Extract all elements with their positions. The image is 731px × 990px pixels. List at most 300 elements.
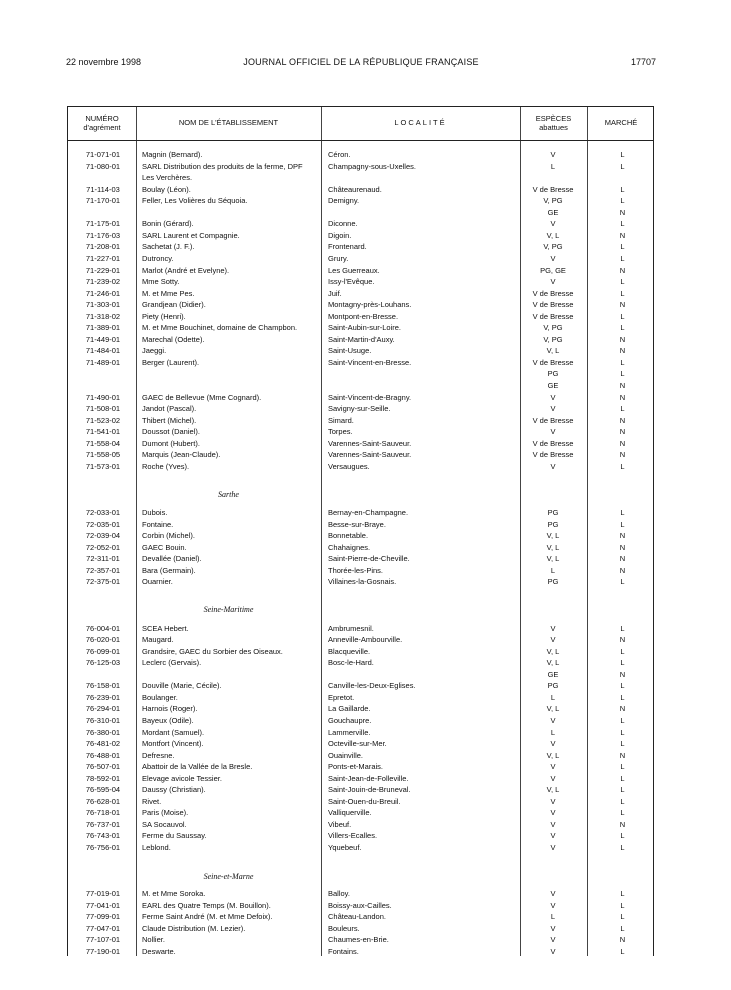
- cell-marche: L: [620, 912, 625, 922]
- table-row: [68, 438, 653, 450]
- table-row: [68, 403, 653, 415]
- cell-marche: N: [619, 565, 626, 575]
- cell-especes: V, PG: [543, 323, 563, 333]
- cell-localite: Bouleurs.: [328, 923, 360, 933]
- cell-marche: N: [619, 415, 626, 425]
- cell-marche: N: [619, 450, 626, 460]
- cell-localite: Lammerville.: [328, 727, 371, 737]
- cell-localite: Gouchaupre.: [328, 715, 372, 725]
- cell-nom: Feller, Les Volières du Séquoia.: [142, 196, 248, 206]
- cell-marche: N: [619, 635, 626, 645]
- cell-nom: Leblond.: [142, 843, 171, 852]
- cell-localite: Champagny-sous-Uxelles.: [328, 161, 416, 171]
- cell-numero: 76-756-01: [85, 843, 121, 852]
- header-journal-title: JOURNAL OFFICIEL DE LA RÉPUBLIQUE FRANÇAISE: [243, 57, 479, 67]
- cell-marche: L: [620, 762, 625, 772]
- cell-localite: Diconne.: [328, 219, 358, 229]
- table-row: [68, 195, 653, 207]
- cell-marche: N: [619, 531, 626, 541]
- cell-especes: V, L: [546, 346, 560, 356]
- cell-localite: Villers-Ecalles.: [328, 831, 378, 841]
- cell-marche: N: [619, 392, 626, 402]
- cell-localite: Saint-Usuge.: [328, 346, 372, 356]
- cell-nom: Abattoir de la Vallée de la Bresle.: [142, 762, 253, 772]
- table-row: [68, 253, 653, 265]
- cell-marche: N: [619, 669, 626, 679]
- cell-localite: Les Guerreaux.: [328, 265, 380, 275]
- cell-localite: Besse-sur-Braye.: [328, 519, 386, 529]
- cell-especes: GE: [547, 669, 559, 679]
- cell-especes: V: [550, 889, 556, 899]
- cell-localite: Chahaignes.: [328, 542, 371, 552]
- cell-marche: N: [619, 704, 626, 714]
- table-row: [68, 842, 653, 854]
- cell-marche: L: [620, 796, 625, 806]
- cell-nom: Mme Sotty.: [142, 277, 180, 287]
- cell-especes: PG: [547, 508, 559, 518]
- cell-nom: Claude Distribution (M. Lezier).: [142, 923, 246, 933]
- cell-localite: Saint-Martin-d'Auxy.: [328, 334, 395, 344]
- table-row: [68, 911, 653, 923]
- cell-numero: 71-573-01: [85, 461, 121, 471]
- table-row: [68, 218, 653, 230]
- cell-marche: N: [619, 346, 626, 356]
- table-row: [68, 507, 653, 519]
- cell-marche: L: [620, 288, 625, 298]
- cell-especes: V, PG: [543, 242, 563, 252]
- cell-numero: 72-357-01: [85, 565, 121, 575]
- cell-especes: V, L: [546, 704, 560, 714]
- cell-localite: Anneville-Ambourville.: [328, 635, 403, 645]
- cell-nom: Thibert (Michel).: [142, 415, 197, 425]
- cell-numero: 71-449-01: [85, 334, 121, 344]
- cell-especes: V de Bresse: [532, 311, 574, 321]
- table-row: [68, 900, 653, 912]
- table-row: [68, 241, 653, 253]
- cell-nom: Doussot (Daniel).: [142, 427, 200, 437]
- cell-localite: Bernay-en-Champagne.: [328, 508, 409, 518]
- cell-especes: V: [550, 843, 556, 852]
- cell-marche: L: [620, 404, 625, 414]
- cell-localite: Fontains.: [328, 946, 359, 956]
- cell-localite: Bosc-le-Hard.: [328, 658, 374, 668]
- cell-nom: Marlot (André et Evelyne).: [142, 265, 230, 275]
- cell-especes: V: [550, 831, 556, 841]
- cell-nom: Roche (Yves).: [142, 461, 190, 471]
- cell-marche: N: [619, 935, 626, 945]
- cell-nom: Deswarte.: [142, 946, 176, 956]
- cell-marche: L: [620, 831, 625, 841]
- cell-numero: 76-310-01: [85, 715, 121, 725]
- cell-nom: Jaeggi.: [142, 346, 167, 356]
- cell-nom: Nollier.: [142, 935, 165, 945]
- cell-especes: V: [550, 715, 556, 725]
- table-row: [68, 553, 653, 565]
- cell-marche: L: [620, 519, 625, 529]
- table-row: [68, 669, 653, 681]
- cell-nom: SA Socauvol.: [142, 819, 187, 829]
- cell-marche: N: [619, 334, 626, 344]
- cell-nom: GAEC Bouin.: [142, 542, 187, 552]
- cell-localite: Torpes.: [328, 427, 353, 437]
- table-row: [68, 415, 653, 427]
- cell-localite: Bonnetable.: [328, 531, 369, 541]
- cell-nom: EARL des Quatre Temps (M. Bouillon).: [142, 900, 271, 910]
- cell-numero: 72-375-01: [85, 577, 121, 587]
- table-row: [68, 807, 653, 819]
- cell-localite: Valliquerville.: [328, 808, 372, 818]
- cell-nom: Elevage avicole Tessier.: [142, 773, 222, 783]
- cell-nom: M. et Mme Pes.: [142, 288, 195, 298]
- cell-especes: V de Bresse: [532, 357, 574, 367]
- col-header-numero-line1: NUMÉRO: [85, 114, 119, 123]
- cell-especes: V: [550, 819, 556, 829]
- cell-especes: V: [550, 427, 556, 437]
- cell-numero: 71-508-01: [85, 404, 121, 414]
- table-row: [68, 161, 653, 173]
- table-row: [68, 773, 653, 785]
- cell-nom: Leclerc (Gervais).: [142, 658, 202, 668]
- table-row: [68, 565, 653, 577]
- cell-numero: 71-523-02: [85, 415, 121, 425]
- cell-especes: V de Bresse: [532, 300, 574, 310]
- cell-marche: N: [619, 300, 626, 310]
- cell-especes: V de Bresse: [532, 415, 574, 425]
- cell-localite: La Gaillarde.: [328, 704, 371, 714]
- cell-numero: 76-294-01: [85, 704, 121, 714]
- table-row: [68, 888, 653, 900]
- cell-marche: N: [619, 427, 626, 437]
- table-row: [68, 265, 653, 277]
- cell-marche: L: [620, 311, 625, 321]
- col-header-localite-label: LOCALITÉ: [394, 118, 447, 128]
- cell-especes: V: [550, 935, 556, 945]
- cell-numero: 77-190-01: [85, 946, 121, 956]
- table-row: [68, 299, 653, 311]
- table-row: [68, 692, 653, 704]
- table-row: [68, 542, 653, 554]
- table-row: [68, 946, 653, 958]
- cell-especes: V, L: [546, 646, 560, 656]
- cell-marche: L: [620, 843, 625, 852]
- cell-marche: N: [619, 750, 626, 760]
- cell-localite: Frontenard.: [328, 242, 367, 252]
- cell-nom: Dutroncy.: [142, 253, 174, 263]
- table-row: [68, 761, 653, 773]
- cell-especes: V, L: [546, 658, 560, 668]
- cell-especes: V: [550, 900, 556, 910]
- cell-especes: L: [550, 912, 556, 922]
- cell-especes: L: [550, 161, 556, 171]
- cell-marche: L: [620, 692, 625, 702]
- cell-marche: L: [620, 161, 625, 171]
- table-row: [68, 738, 653, 750]
- cell-numero: 76-004-01: [85, 623, 121, 633]
- cell-marche: L: [620, 889, 625, 899]
- cell-localite: Saint-Ouen-du-Breuil.: [328, 796, 401, 806]
- cell-marche: N: [619, 265, 626, 275]
- section-heading-seine-maritime: Seine-Maritime: [203, 605, 254, 614]
- cell-marche: N: [619, 554, 626, 564]
- cell-localite: Grury.: [328, 253, 349, 263]
- cell-numero: 76-743-01: [85, 831, 121, 841]
- cell-localite: Varennes-Saint-Sauveur.: [328, 438, 412, 448]
- cell-especes: V: [550, 923, 556, 933]
- cell-especes: V: [550, 253, 556, 263]
- cell-nom: Fontaine.: [142, 519, 174, 529]
- establishments-table: [67, 106, 654, 956]
- table-row: [68, 380, 653, 392]
- table-row: [68, 230, 653, 242]
- cell-nom: Sachetat (J. F.).: [142, 242, 195, 252]
- cell-nom: Bara (Germain).: [142, 565, 196, 575]
- cell-numero: 72-039-04: [85, 531, 121, 541]
- cell-marche: L: [620, 900, 625, 910]
- cell-nom: Piety (Henri).: [142, 311, 186, 321]
- table-row: [68, 311, 653, 323]
- cell-marche: L: [620, 253, 625, 263]
- cell-especes: V: [550, 404, 556, 414]
- cell-numero: 71-229-01: [85, 265, 121, 275]
- cell-especes: L: [550, 727, 556, 737]
- table-row: [68, 368, 653, 380]
- col-header-marche-label: MARCHÉ: [604, 118, 638, 128]
- cell-nom: Dubois.: [142, 508, 168, 518]
- cell-localite: Saint-Aubin-sur-Loire.: [328, 323, 401, 333]
- table-row: [68, 576, 653, 588]
- cell-numero: 71-541-01: [85, 427, 121, 437]
- cell-especes: V, L: [546, 531, 560, 541]
- cell-especes: V: [550, 392, 556, 402]
- header-date: 22 novembre 1998: [66, 57, 142, 67]
- cell-marche: N: [619, 230, 626, 240]
- cell-numero: 71-208-01: [85, 242, 121, 252]
- cell-especes: V: [550, 808, 556, 818]
- cell-nom: Grandjean (Didier).: [142, 300, 206, 310]
- cell-localite: Blacqueville.: [328, 646, 371, 656]
- table-row: [68, 357, 653, 369]
- table-row: [68, 392, 653, 404]
- cell-localite: Issy-l'Evêque.: [328, 277, 375, 287]
- cell-localite: Saint-Jean-de-Folleville.: [328, 773, 409, 783]
- cell-localite: Châteaurenaud.: [328, 184, 382, 194]
- cell-numero: 71-080-01: [85, 161, 121, 171]
- cell-nom: Marechal (Odette).: [142, 334, 205, 344]
- table-body: [68, 107, 653, 956]
- cell-numero: 71-175-01: [85, 219, 121, 229]
- cell-localite: Montpont-en-Bresse.: [328, 311, 399, 321]
- cell-localite: Saint-Pierre-de-Cheville.: [328, 554, 410, 564]
- table-row: [68, 322, 653, 334]
- cell-especes: V: [550, 623, 556, 633]
- cell-localite: Saint-Vincent-de-Bragny.: [328, 392, 412, 402]
- cell-marche: L: [620, 242, 625, 252]
- cell-nom: SARL Laurent et Compagnie.: [142, 230, 240, 240]
- cell-numero: 72-052-01: [85, 542, 121, 552]
- cell-numero: 71-484-01: [85, 346, 121, 356]
- cell-numero: 71-303-01: [85, 300, 121, 310]
- cell-nom: Defresne.: [142, 750, 175, 760]
- cell-nom: Dumont (Hubert).: [142, 438, 200, 448]
- cell-numero: 71-318-02: [85, 311, 121, 321]
- cell-numero: 71-558-05: [85, 450, 121, 460]
- cell-numero: 76-718-01: [85, 808, 121, 818]
- table-row: [68, 519, 653, 531]
- cell-marche: L: [620, 461, 625, 471]
- header-page-number: 17707: [630, 57, 656, 67]
- cell-localite: Varennes-Saint-Sauveur.: [328, 450, 412, 460]
- cell-numero: 77-047-01: [85, 923, 121, 933]
- cell-marche: L: [620, 727, 625, 737]
- table-row: [68, 172, 653, 184]
- cell-especes: V, L: [546, 542, 560, 552]
- cell-nom: Corbin (Michel).: [142, 531, 195, 541]
- cell-numero: 71-489-01: [85, 357, 121, 367]
- cell-marche: L: [620, 773, 625, 783]
- cell-numero: 77-019-01: [85, 889, 121, 899]
- cell-especes: V: [550, 796, 556, 806]
- cell-numero: 76-488-01: [85, 750, 121, 760]
- cell-marche: L: [620, 739, 625, 749]
- cell-numero: 71-558-04: [85, 438, 121, 448]
- cell-nom: Maugard.: [142, 635, 174, 645]
- cell-numero: 71-490-01: [85, 392, 121, 402]
- table-row: [68, 623, 653, 635]
- table-row: [68, 334, 653, 346]
- cell-localite: Ponts-et-Marais.: [328, 762, 384, 772]
- cell-localite: Vibeuf.: [328, 819, 352, 829]
- cell-nom: Les Verchères.: [142, 173, 193, 183]
- cell-localite: Digoin.: [328, 230, 352, 240]
- col-header-nom-label: NOM DE L'ÉTABLISSEMENT: [178, 118, 279, 128]
- cell-especes: PG: [547, 577, 559, 587]
- table-row: [68, 276, 653, 288]
- cell-especes: V: [550, 219, 556, 229]
- cell-numero: 76-595-04: [85, 785, 121, 795]
- cell-localite: Thorée-les-Pins.: [328, 565, 384, 575]
- cell-numero: 71-071-01: [85, 150, 121, 159]
- cell-nom: Harnois (Roger).: [142, 704, 198, 714]
- table-row: [68, 715, 653, 727]
- cell-numero: 76-239-01: [85, 692, 121, 702]
- cell-marche: L: [620, 184, 625, 194]
- cell-marche: N: [619, 381, 626, 390]
- table-row: [68, 646, 653, 658]
- cell-nom: Daussy (Christian).: [142, 785, 206, 795]
- cell-marche: L: [620, 277, 625, 287]
- cell-marche: L: [620, 946, 625, 956]
- cell-especes: V de Bresse: [532, 450, 574, 460]
- cell-numero: 71-114-03: [86, 184, 120, 194]
- cell-nom: M. et Mme Soroka.: [142, 889, 206, 899]
- cell-nom: Boulanger.: [142, 692, 178, 702]
- cell-numero: 71-246-01: [85, 288, 121, 298]
- cell-numero: 76-099-01: [85, 646, 121, 656]
- cell-marche: N: [619, 207, 626, 217]
- cell-marche: L: [620, 785, 625, 795]
- cell-especes: V, L: [546, 230, 560, 240]
- table-row: [68, 784, 653, 796]
- table-row: [68, 426, 653, 438]
- cell-localite: Château-Landon.: [328, 912, 386, 922]
- cell-localite: Saint-Jouin-de-Bruneval.: [328, 785, 411, 795]
- cell-nom: Bayeux (Odile).: [142, 715, 194, 725]
- cell-nom: SARL Distribution des produits de la ferme, DPF: [142, 161, 303, 171]
- cell-especes: V: [550, 946, 556, 956]
- cell-marche: L: [620, 150, 625, 159]
- cell-nom: Grandsire, GAEC du Sorbier des Oiseaux.: [142, 646, 283, 656]
- cell-especes: GE: [547, 381, 559, 390]
- table-row: [68, 288, 653, 300]
- cell-nom: Marquis (Jean-Claude).: [142, 450, 221, 460]
- table-row: [68, 680, 653, 692]
- section-heading-sarthe: Sarthe: [218, 490, 239, 499]
- cell-especes: V de Bresse: [532, 438, 574, 448]
- cell-numero: 71-170-01: [85, 196, 121, 206]
- cell-especes: PG: [547, 369, 559, 379]
- table-row: [68, 449, 653, 461]
- cell-nom: Ferme du Saussay.: [142, 831, 207, 841]
- cell-localite: Ouainville.: [328, 750, 364, 760]
- cell-localite: Chaumes-en-Brie.: [328, 935, 389, 945]
- cell-numero: 76-507-01: [85, 762, 121, 772]
- cell-nom: Magnin (Bernard).: [142, 150, 203, 159]
- table-row: [68, 184, 653, 196]
- table-row: [68, 819, 653, 831]
- cell-numero: 77-041-01: [85, 900, 121, 910]
- table-row: [68, 207, 653, 219]
- cell-especes: V: [550, 150, 556, 159]
- cell-nom: Paris (Moise).: [142, 808, 189, 818]
- cell-numero: 72-035-01: [85, 519, 121, 529]
- cell-numero: 71-176-03: [85, 230, 121, 240]
- cell-nom: Mordant (Samuel).: [142, 727, 205, 737]
- cell-marche: L: [620, 577, 625, 587]
- cell-numero: 77-099-01: [85, 912, 121, 922]
- cell-nom: M. et Mme Bouchinet, domaine de Champbon.: [142, 323, 298, 333]
- cell-marche: N: [619, 542, 626, 552]
- cell-localite: Boissy-aux-Cailles.: [328, 900, 392, 910]
- cell-numero: 76-380-01: [85, 727, 121, 737]
- cell-nom: Montfort (Vincent).: [142, 739, 204, 749]
- cell-localite: Versaugues.: [328, 461, 370, 471]
- cell-nom: Devallée (Daniel).: [142, 554, 202, 564]
- cell-numero: 76-020-01: [85, 635, 121, 645]
- cell-especes: V, L: [546, 785, 560, 795]
- table-row: [68, 934, 653, 946]
- cell-numero: 76-628-01: [85, 796, 121, 806]
- cell-marche: L: [620, 508, 625, 518]
- cell-nom: Jandot (Pascal).: [142, 404, 197, 414]
- cell-nom: Ferme Saint André (M. et Mme Defoix).: [142, 912, 273, 922]
- cell-numero: 72-033-01: [85, 508, 121, 518]
- cell-numero: 72-311-01: [86, 554, 120, 564]
- cell-especes: V, PG: [543, 334, 563, 344]
- cell-localite: Balloy.: [328, 889, 350, 899]
- page-header: [66, 57, 656, 71]
- cell-nom: Berger (Laurent).: [142, 357, 200, 367]
- cell-numero: 76-158-01: [85, 681, 121, 691]
- cell-especes: V: [550, 461, 556, 471]
- cell-especes: PG: [547, 681, 559, 691]
- cell-especes: V de Bresse: [532, 288, 574, 298]
- cell-localite: Demigny.: [328, 196, 360, 206]
- cell-localite: Simard.: [328, 415, 354, 425]
- cell-nom: GAEC de Bellevue (Mme Cognard).: [142, 392, 262, 402]
- cell-especes: V, L: [546, 554, 560, 564]
- cell-numero: 76-737-01: [85, 819, 121, 829]
- table-row: [68, 461, 653, 473]
